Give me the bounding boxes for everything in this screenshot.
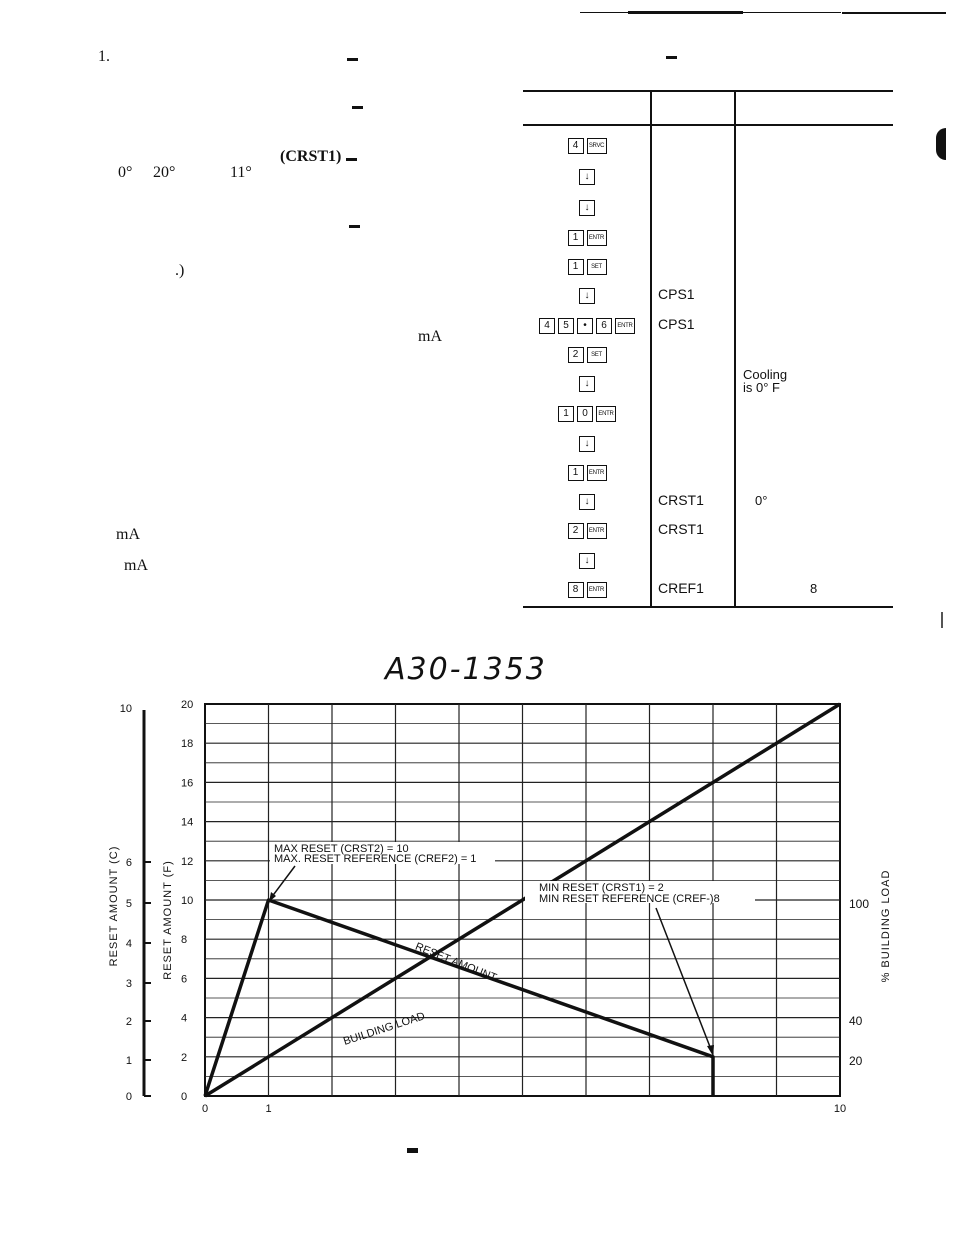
keypad-key: ENTR [587, 523, 607, 539]
keypad-key: 5 [558, 318, 574, 334]
y-tick-label-f: 14 [181, 816, 194, 829]
x-tick-label: 10 [833, 1103, 847, 1115]
series-label-reset-amount: RESET AMOUNT [413, 940, 499, 985]
y-axis-title-f: RESET AMOUNT (F) [162, 860, 174, 980]
y-tick-label-c: 5 [125, 898, 132, 910]
keypad-key: 4 [568, 138, 584, 154]
keypad-key: ↓ [579, 553, 595, 569]
y-tick-label-f: 20 [181, 699, 194, 711]
y-tick-label-c: 3 [125, 978, 132, 990]
keypad-key: ENTR [615, 318, 635, 334]
keypad-key: 4 [539, 318, 555, 334]
y-axis-title-right: % BUILDING LOAD [880, 869, 892, 983]
degree-20: 20° [153, 164, 176, 181]
annotation-pointer [271, 866, 295, 898]
series-label-building-load: BUILDING LOAD [341, 1010, 427, 1048]
keypad-key: 2 [568, 347, 584, 363]
y-tick-label-f: 16 [181, 777, 194, 790]
y-tick-label-right: 100 [849, 897, 870, 911]
keypad-key: 1 [558, 406, 574, 422]
y-tick-label-f: 8 [181, 934, 188, 947]
y-tick-label-c: 4 [125, 938, 132, 950]
keypad-key: ↓ [579, 169, 595, 185]
y-tick-label-c: 6 [125, 857, 132, 869]
paren-close: .) [175, 262, 185, 279]
unit-ma: mA [418, 328, 442, 345]
keypad-key: ↓ [579, 288, 595, 304]
keypad-key: ↓ [579, 494, 595, 510]
y-tick-label-c: 0 [125, 1091, 132, 1103]
annotation-pointer [656, 908, 712, 1052]
y-tick-label-c: 2 [125, 1016, 132, 1028]
y-tick-label-f: 6 [181, 973, 188, 986]
keypad-key: 6 [596, 318, 612, 334]
y-tick-label-f: 12 [181, 855, 194, 868]
keypad-key: ENTR [587, 230, 607, 246]
row-comment: 0° [755, 493, 768, 508]
x-tick-label: 0 [201, 1103, 209, 1115]
keypad-key: ↓ [579, 200, 595, 216]
unit-ma: mA [116, 526, 140, 543]
y-tick-label-f: 10 [181, 895, 194, 907]
row-comment: Cooling is 0° F [743, 367, 788, 395]
keypad-key: 1 [568, 465, 584, 481]
annotation-min-reset: MIN RESET (CRST1) = 2 [539, 882, 664, 894]
crst1-label: (CRST1) [280, 148, 342, 165]
keypad-key: 8 [568, 582, 584, 598]
keypad-key: ENTR [596, 406, 616, 422]
row-comment: 8 [810, 581, 818, 596]
display-code: CRST1 [658, 521, 704, 537]
annotation-max-reset-ref: MAX. RESET REFERENCE (CREF2) = 1 [274, 853, 477, 865]
keypad-key: 1 [568, 259, 584, 275]
display-code: CPS1 [658, 316, 695, 332]
y-tick-label-c: 1 [125, 1055, 132, 1067]
display-code: CPS1 [658, 286, 695, 302]
keypad-key: SRVC [587, 138, 607, 154]
y-tick-label-f: 0 [181, 1091, 188, 1103]
y-tick-label-c: 10 [119, 703, 132, 715]
annotation-max-reset: MAX RESET (CRST2) = 10 [274, 843, 409, 855]
keypad-key: 1 [568, 230, 584, 246]
step-number: 1. [98, 48, 110, 65]
keypad-key: 0 [577, 406, 593, 422]
keypad-key: • [577, 318, 593, 334]
keypad-key: ENTR [587, 465, 607, 481]
degree-11: 11° [230, 164, 252, 181]
y-tick-label-f: 2 [181, 1051, 188, 1064]
y-tick-label-right: 40 [849, 1014, 863, 1028]
keypad-key: 2 [568, 523, 584, 539]
unit-ma: mA [124, 557, 148, 574]
y-tick-label-f: 18 [181, 738, 194, 751]
display-code: CRST1 [658, 492, 704, 508]
keypad-key: ↓ [579, 376, 595, 392]
y-tick-label-f: 4 [181, 1012, 188, 1025]
keypad-key: ↓ [579, 436, 595, 452]
x-tick-label: 1 [265, 1103, 272, 1115]
dash-mark [407, 1148, 418, 1153]
degree-0: 0° [118, 164, 133, 181]
figure-id: A30-1353 [385, 652, 547, 687]
display-code: CREF1 [658, 580, 704, 596]
annotation-min-reset-ref: MIN RESET REFERENCE (CREF-)8 [539, 893, 720, 905]
keypad-key: SET [587, 259, 607, 275]
y-axis-title-c: RESET AMOUNT (C) [108, 845, 120, 967]
keypad-key: SET [587, 347, 607, 363]
y-tick-label-right: 20 [849, 1054, 863, 1068]
keypad-key: ENTR [587, 582, 607, 598]
